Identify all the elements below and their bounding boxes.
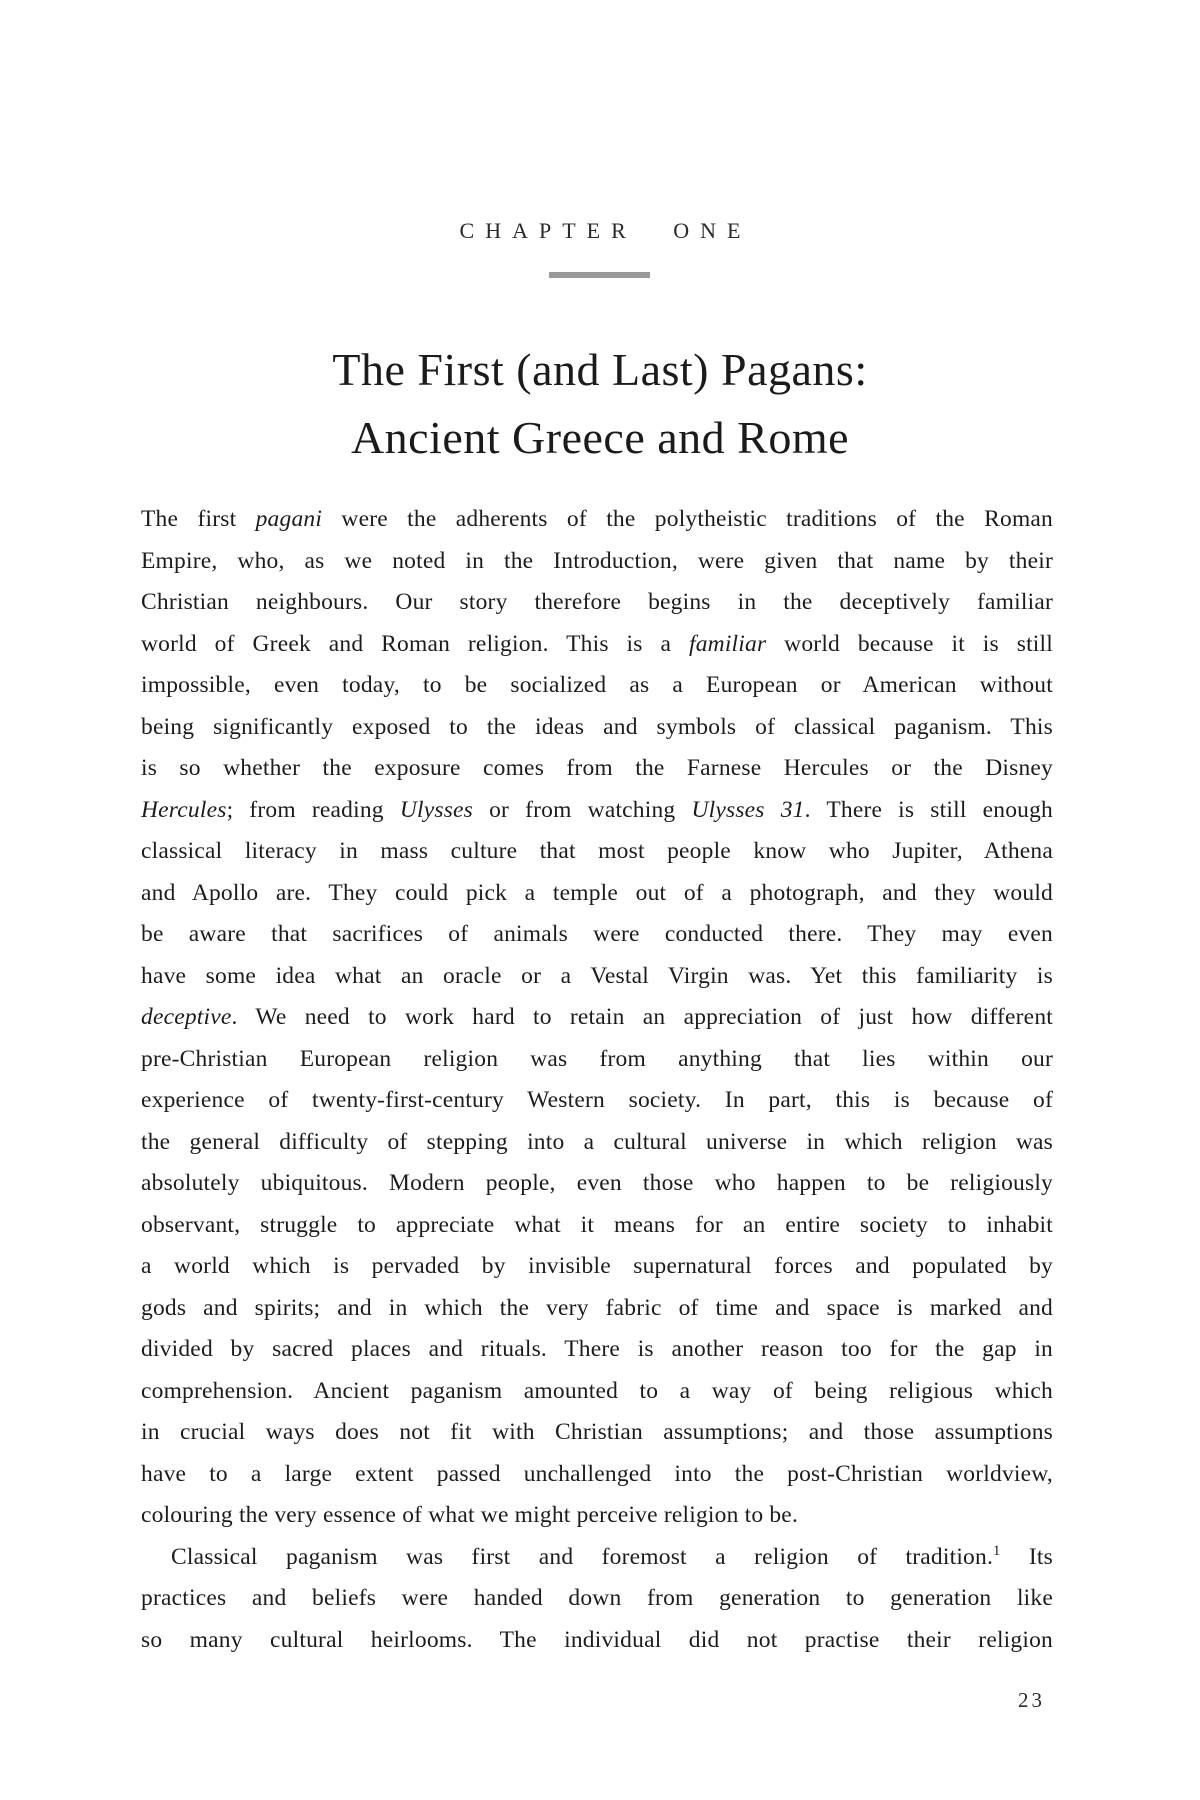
text-segment: . There is still enough — [804, 796, 1053, 823]
text-segment: pre-Christian European religion was from anything that lies within our — [141, 1045, 1053, 1072]
text-segment: be aware that sacrifices of animals were conducted there. They may even — [141, 921, 1053, 947]
chapter-title-line-1: The First (and Last) Pagans: — [332, 344, 868, 395]
text-segment: being significantly exposed to the ideas and symbols of classical paganism. This — [141, 713, 1053, 740]
text-segment: . We need to work hard to retain an appreciation of just how different — [231, 1004, 1053, 1030]
text-segment: experience of twenty-first-century Western society. In part, this is because of — [141, 1087, 1053, 1113]
italic-segment: familiar — [688, 630, 767, 657]
footnote-ref: 1 — [993, 1542, 1001, 1559]
body-line — [141, 748, 1053, 790]
body-line — [141, 1537, 1053, 1579]
body-line — [141, 1163, 1053, 1205]
body-line — [141, 707, 1053, 749]
body-line — [141, 956, 1053, 998]
text-segment: and Apollo are. They could pick a temple out of a photograph, and they would — [141, 879, 1053, 906]
body-line — [141, 790, 1053, 832]
body-line — [141, 1329, 1053, 1371]
body-line — [141, 1454, 1053, 1496]
body-line — [141, 1371, 1053, 1413]
body-line — [141, 1246, 1053, 1288]
body-line — [141, 499, 1053, 541]
text-segment: comprehension. Ancient paganism amounted to a way of being religious which — [141, 1377, 1053, 1404]
chapter-title — [0, 336, 1200, 472]
italic-segment: pagani — [255, 506, 323, 532]
text-segment: is so whether the exposure comes from the Farnese Hercules or the Disney — [141, 755, 1053, 781]
text-segment: divided by sacred places and rituals. There is another reason too for the gap in — [141, 1336, 1053, 1362]
text-segment: Classical paganism was first and foremost a religion of tradition. — [171, 1543, 994, 1570]
text-segment: colouring the very essence of what we might perceive religion to be. — [141, 1502, 799, 1528]
body-line — [141, 1080, 1053, 1122]
text-segment: the general difficulty of stepping into a cultural universe in which religion was — [141, 1128, 1053, 1155]
body-line — [141, 665, 1053, 707]
italic-segment: Ulysses 31 — [691, 796, 805, 823]
text-segment: The first — [141, 506, 256, 532]
body-line — [141, 1205, 1053, 1247]
text-segment: observant, struggle to appreciate what it means for an entire society to inhabit — [141, 1211, 1053, 1238]
text-segment: Christian neighbours. Our story therefore begins in the deceptively familiar — [141, 589, 1053, 615]
body-line — [141, 1412, 1053, 1454]
text-segment: classical literacy in mass culture that most people know who Jupiter, Athena — [141, 838, 1053, 864]
text-segment: so many cultural heirlooms. The individual did not practise their religion — [141, 1626, 1053, 1653]
body-line — [141, 1620, 1053, 1662]
text-segment: practices and beliefs were handed down from generation to generation like — [141, 1585, 1053, 1611]
text-segment: absolutely ubiquitous. Modern people, even those who happen to be religiously — [141, 1170, 1053, 1196]
text-segment: have some idea what an oracle or a Vestal Virgin was. Yet this familiarity is — [141, 962, 1053, 989]
body-line — [141, 1288, 1053, 1330]
body-line — [141, 914, 1053, 956]
body-line — [141, 1495, 1053, 1537]
body-text — [141, 499, 1053, 1661]
body-line — [141, 541, 1053, 583]
page-number: 23 — [1018, 1688, 1045, 1712]
text-segment: world of Greek and Roman religion. This is a — [141, 630, 689, 657]
body-line — [141, 1122, 1053, 1164]
body-line — [141, 997, 1053, 1039]
body-line — [141, 873, 1053, 915]
text-segment: Empire, who, as we noted in the Introduction, were given that name by their — [141, 547, 1053, 574]
text-segment: or from watching — [473, 796, 692, 823]
text-segment: a world which is pervaded by invisible supernatural forces and populated by — [141, 1253, 1053, 1279]
italic-segment: Ulysses — [399, 796, 474, 823]
text-segment: were the adherents of the polytheistic traditions of the Roman — [322, 506, 1054, 532]
body-line — [141, 831, 1053, 873]
body-line — [141, 1039, 1053, 1081]
body-line — [141, 624, 1053, 666]
text-segment: impossible, even today, to be socialized as a European or American without — [141, 672, 1053, 698]
body-line — [141, 1578, 1053, 1620]
chapter-divider-rule — [549, 272, 650, 278]
text-segment: Its — [1000, 1543, 1053, 1570]
italic-segment: Hercules — [141, 796, 227, 823]
italic-segment: deceptive — [141, 1004, 232, 1030]
text-segment: have to a large extent passed unchallenged into the post-Christian worldview, — [141, 1460, 1053, 1487]
text-segment: ; from reading — [226, 796, 400, 823]
body-line — [141, 582, 1053, 624]
text-segment: world because it is still — [766, 630, 1053, 657]
chapter-title-line-2: Ancient Greece and Rome — [350, 412, 850, 463]
text-segment: in crucial ways does not fit with Christian assumptions; and those assumptions — [141, 1419, 1053, 1445]
text-segment: gods and spirits; and in which the very fabric of time and space is marked and — [141, 1294, 1053, 1321]
chapter-label: CHAPTER ONE — [459, 218, 752, 243]
